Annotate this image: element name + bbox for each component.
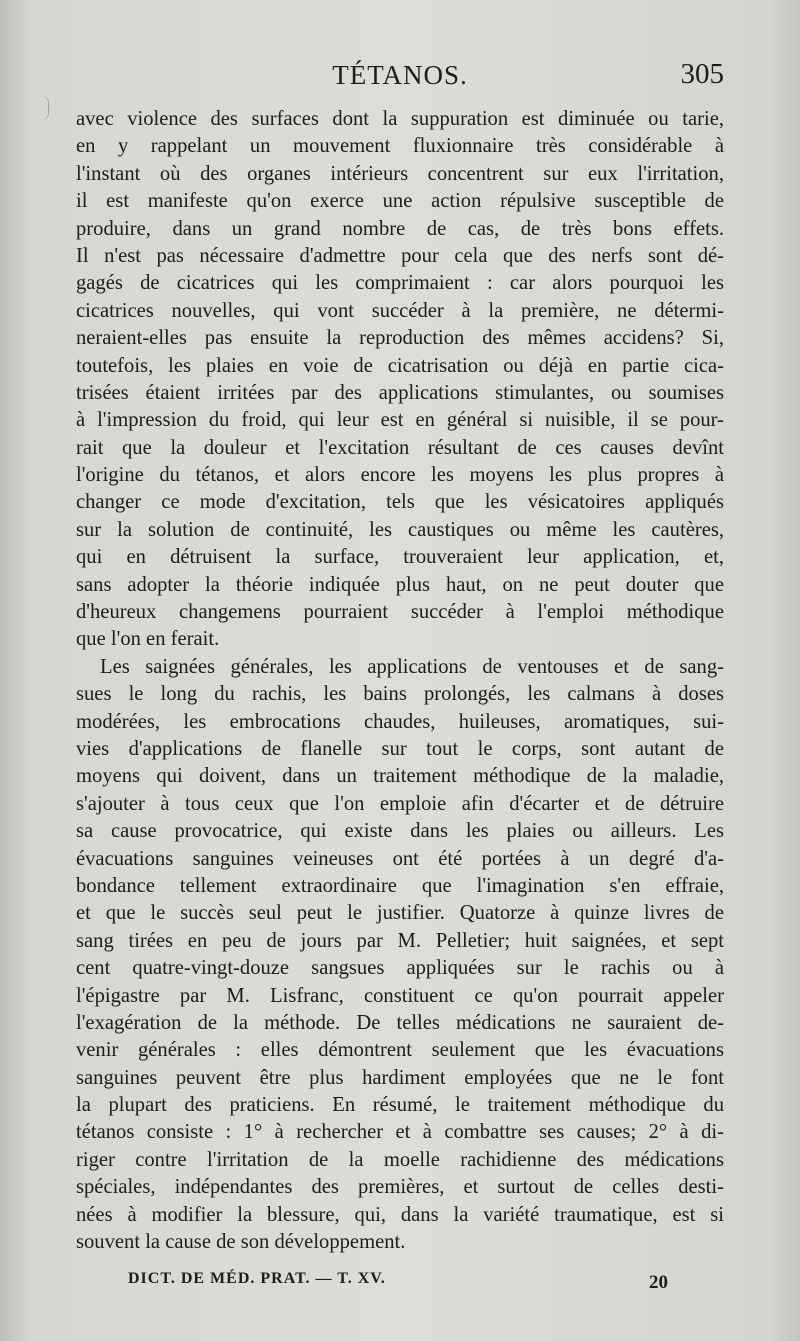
- text-line: qui en détruisent la surface, trouveraient leur application, et,: [76, 546, 724, 569]
- page-number: 305: [680, 58, 724, 90]
- text-line: bondance tellement extraordinaire que l'imagination s'en effraie,: [76, 874, 724, 897]
- text-line: la plupart des praticiens. En résumé, le traitement méthodique du: [76, 1094, 724, 1117]
- text-line: il est manifeste qu'on exerce une action répulsive susceptible de: [76, 190, 724, 213]
- margin-mark: [42, 96, 49, 120]
- body-text: [76, 106, 724, 1256]
- text-line: moyens qui doivent, dans un traitement méthodique de la maladie,: [76, 765, 724, 788]
- text-line: venir générales : elles démontrent seulement que les évacuations: [76, 1039, 724, 1062]
- paragraph-end-line: que l'on en ferait.: [76, 628, 220, 651]
- text-line: nées à modifier la blessure, qui, dans la variété traumatique, est si: [76, 1203, 724, 1226]
- text-line: sur la solution de continuité, les caustiques ou même les cautères,: [76, 518, 724, 541]
- text-line: modérées, les embrocations chaudes, huileuses, aromatiques, sui-: [76, 710, 724, 733]
- text-line: tétanos consiste : 1° à rechercher et à combattre ses causes; 2° à di-: [76, 1121, 724, 1144]
- text-line: vies d'applications de flanelle sur tout le corps, sont autant de: [76, 737, 724, 760]
- running-title: TÉTANOS.: [332, 60, 468, 90]
- text-line: l'épigastre par M. Lisfranc, constituent ce qu'on pourrait appeler: [76, 984, 724, 1007]
- text-line: neraient-elles pas ensuite la reproduction des mêmes accidens? Si,: [76, 327, 724, 350]
- text-line: avec violence des surfaces dont la suppuration est diminuée ou tarie,: [76, 108, 724, 130]
- text-line: sanguines peuvent être plus hardiment employées que ne le font: [76, 1066, 724, 1089]
- text-line: cent quatre-vingt-douze sangsues appliquées sur le rachis ou à: [76, 957, 724, 980]
- paragraph-end-line: souvent la cause de son développement.: [76, 1231, 406, 1254]
- text-line: gagés de cicatrices qui les comprimaient : car alors pourquoi les: [76, 272, 724, 295]
- text-line: en y rappelant un mouvement fluxionnaire très considérable à: [76, 135, 724, 158]
- text-line: l'instant où des organes intérieurs concentrent sur eux l'irritation,: [76, 162, 724, 185]
- paragraph-start-line: Les saignées générales, les applications de ventouses et de sang-: [100, 655, 724, 678]
- sheet-number: 20: [649, 1272, 668, 1293]
- text-line: cicatrices nouvelles, qui vont succéder à la première, ne détermi-: [76, 299, 724, 322]
- text-line: spéciales, indépendantes des premières, et surtout de celles desti-: [76, 1176, 724, 1199]
- signature-mark: DICT. DE MÉD. PRAT. — T. XV.: [128, 1270, 386, 1287]
- text-line: trisées étaient irritées par des applications stimulantes, ou soumises: [76, 381, 724, 404]
- text-line: s'ajouter à tous ceux que l'on emploie afin d'écarter et de détruire: [76, 792, 724, 815]
- text-line: produire, dans un grand nombre de cas, de très bons effets.: [76, 217, 724, 240]
- text-line: évacuations sanguines veineuses ont été portées à un degré d'a-: [76, 847, 724, 870]
- text-line: Il n'est pas nécessaire d'admettre pour cela que des nerfs sont dé-: [76, 244, 724, 267]
- text-line: toutefois, les plaies en voie de cicatrisation ou déjà en partie cica-: [76, 354, 724, 377]
- text-line: rait que la douleur et l'excitation résultant de ces causes devînt: [76, 436, 724, 459]
- text-line: d'heureux changemens pourraient succéder à l'emploi méthodique: [76, 601, 724, 624]
- text-line: sues le long du rachis, les bains prolongés, les calmans à doses: [76, 683, 724, 706]
- text-line: et que le succès seul peut le justifier. Quatorze à quinze livres de: [76, 902, 724, 925]
- text-line: changer ce mode d'excitation, tels que les vésicatoires appliqués: [76, 491, 724, 514]
- text-line: l'exagération de la méthode. De telles médications ne sauraient de-: [76, 1011, 724, 1034]
- text-line: l'origine du tétanos, et alors encore les moyens les plus propres à: [76, 464, 724, 487]
- text-line: à l'impression du froid, qui leur est en général si nuisible, il se pour-: [76, 409, 724, 432]
- page-footer: [128, 1270, 668, 1298]
- text-line: sang tirées en peu de jours par M. Pelletier; huit saignées, et sept: [76, 929, 724, 952]
- text-line: riger contre l'irritation de la moelle rachidienne des médications: [76, 1148, 724, 1171]
- running-head: [76, 56, 724, 96]
- text-line: sa cause provocatrice, qui existe dans les plaies ou ailleurs. Les: [76, 820, 724, 843]
- text-line: sans adopter la théorie indiquée plus haut, on ne peut douter que: [76, 573, 724, 596]
